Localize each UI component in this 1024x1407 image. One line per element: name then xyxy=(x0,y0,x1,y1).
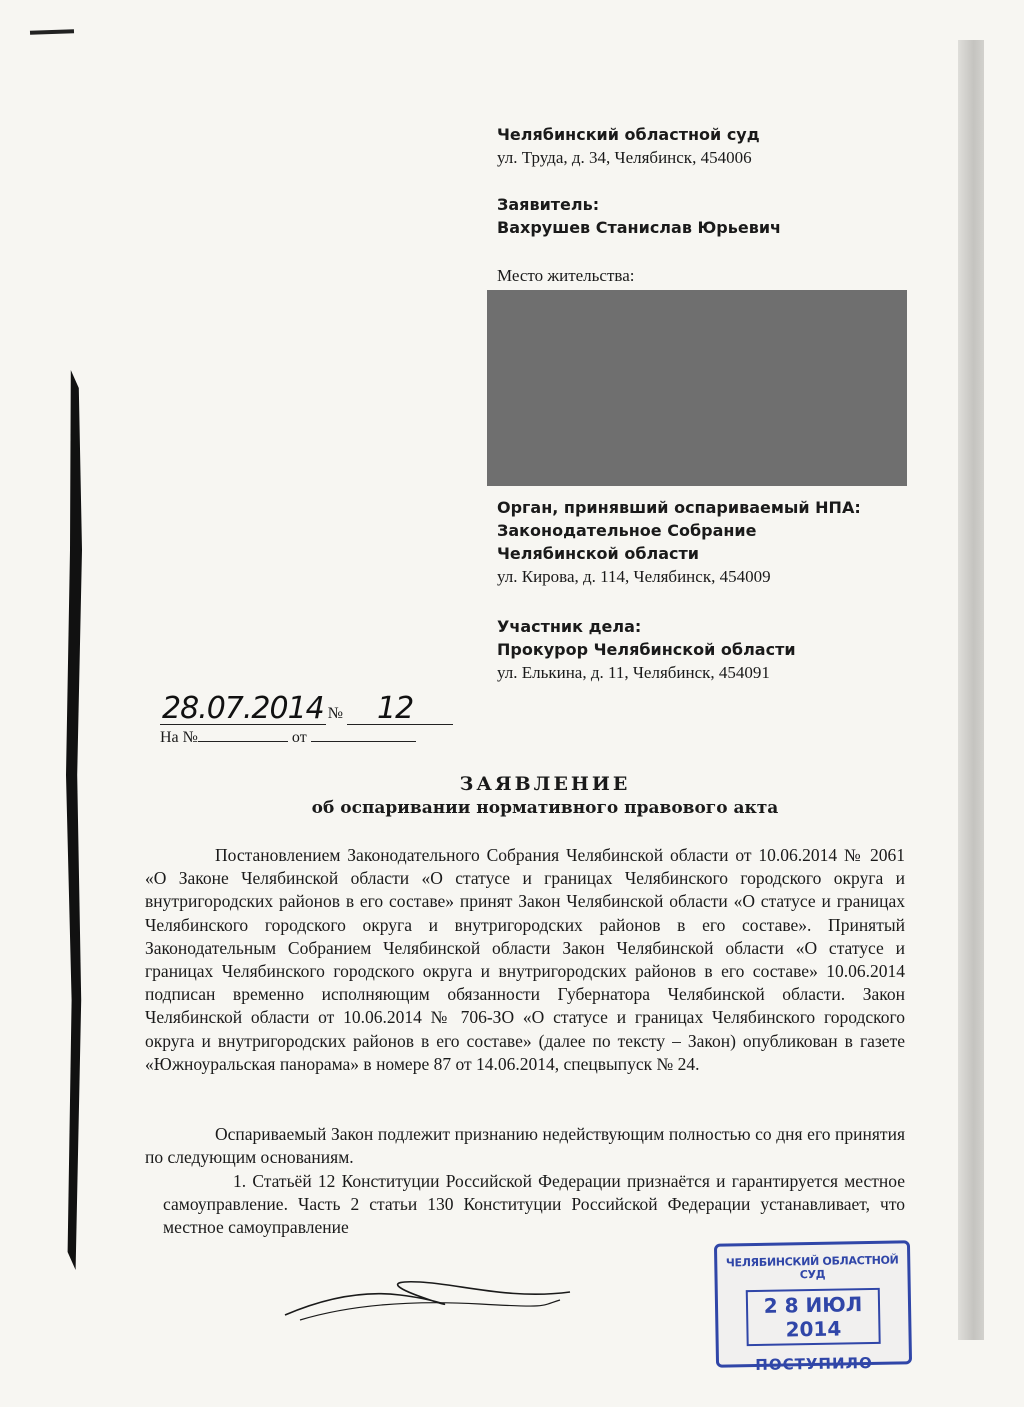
stamp-date: 2 8 ИЮЛ 2014 xyxy=(746,1288,881,1346)
applicant-label: Заявитель: xyxy=(497,195,600,214)
applicant-block xyxy=(497,193,917,239)
number-sign: № xyxy=(327,705,344,722)
scan-shadow-edge xyxy=(958,40,984,1340)
stamp-status: ПОСТУПИЛО xyxy=(755,1353,873,1375)
applicant-name: Вахрушев Станислав Юрьевич xyxy=(497,218,782,237)
participant-name: Прокурор Челябинской области xyxy=(497,640,796,659)
court-address: ул. Труда, д. 34, Челябинск, 454006 xyxy=(497,148,752,167)
document-subtitle: об оспаривании нормативного правового акта xyxy=(311,798,779,818)
organ-address: ул. Кирова, д. 114, Челябинск, 454009 xyxy=(497,567,771,586)
from-label: от xyxy=(291,729,307,746)
reply-number-blank xyxy=(198,741,288,742)
court-block xyxy=(497,123,917,169)
registration-row xyxy=(160,691,450,726)
reply-label: На № xyxy=(160,729,198,746)
body-paragraph-1 xyxy=(145,844,905,1076)
participant-address: ул. Елькина, д. 11, Челябинск, 454091 xyxy=(497,663,770,682)
organ-name-line2: Челябинской области xyxy=(497,544,699,563)
paragraph-text: Постановлением Законодательного Собрания Челябинской области от 10.06.2014 № 2061 «О Законе Челябинской области «О статусе и границах Челябинского городского округа и внутригородских районов в его составе» принят Закон Челябинской области «О статусе и границах Челябинского городского округа и внутригородских районов в его составе». Принятый Законодательным Собранием Челябинской области Закон Челябинской области «О статусе и границах Челябинского городского округа и внутригородских районов в его составе» 10.06.2014 подписан временно исполняющим обязанности Губернатора Челябинской области. Закон Челябинской области от 10.06.2014 № 706-ЗО «О статусе и границах Челябинского городского округа и внутригородских районов в его составе» (далее по тексту – Закон) опубликован в газете «Южноуральская панорама» в номере 87 от 14.06.2014, спецвыпуск № 24. xyxy=(145,845,905,1074)
redacted-area xyxy=(487,290,907,486)
stamp-court-name: ЧЕЛЯБИНСКИЙ ОБЛАСТНОЙ СУД xyxy=(725,1253,899,1282)
participant-block xyxy=(497,615,917,684)
body-paragraph-3 xyxy=(163,1170,905,1240)
organ-label: Орган, принявший оспариваемый НПА: xyxy=(497,498,861,517)
binding-stroke xyxy=(66,370,82,1270)
paragraph-text: 1. Статьёй 12 Конституции Российской Федерации признаётся и гарантируется местное самоуправление. Часть 2 статьи 130 Конституции Российской Федерации устанавливает, что местное самоуправление xyxy=(163,1171,905,1238)
residence-label: Место жительства: xyxy=(497,266,635,285)
registration-number: 12 xyxy=(347,694,453,725)
received-stamp xyxy=(714,1240,912,1375)
handwritten-mark xyxy=(30,29,74,35)
court-name: Челябинский областной суд xyxy=(497,125,760,144)
paragraph-text: Оспариваемый Закон подлежит признанию недействующим полностью со дня его принятия по следующим основаниям. xyxy=(145,1124,905,1168)
reply-date-blank xyxy=(311,741,416,742)
participant-label: Участник дела: xyxy=(497,617,642,636)
handwritten-signature xyxy=(280,1270,580,1330)
registration-date: 28.07.2014 xyxy=(162,691,324,726)
registration-block xyxy=(160,691,450,747)
organ-name-line1: Законодательное Собрание xyxy=(497,521,757,540)
reply-row xyxy=(160,729,450,747)
organ-block xyxy=(497,496,917,588)
body-paragraph-2 xyxy=(145,1123,905,1169)
document-title: ЗАЯВЛЕНИЕ xyxy=(459,773,631,795)
residence-block xyxy=(497,264,917,287)
